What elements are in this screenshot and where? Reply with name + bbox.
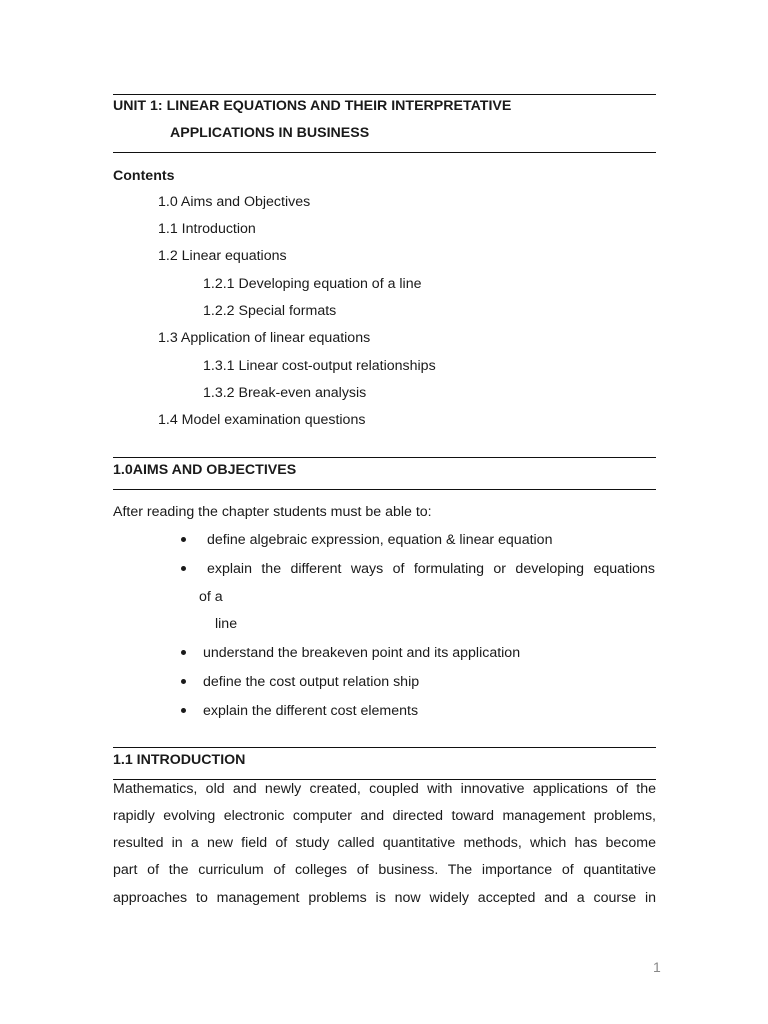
bullet-icon	[181, 566, 186, 571]
contents-item: 1.2 Linear equations	[158, 248, 287, 264]
aims-top-rule	[113, 457, 656, 458]
page-number: 1	[653, 959, 661, 975]
aims-bullet: explain the different ways of formulating or developing equations	[207, 561, 655, 577]
intro-paragraph-line: rapidly evolving electronic computer and directed toward management problems,	[113, 808, 656, 824]
intro-paragraph-line: approaches to management problems is now widely accepted and a course in	[113, 890, 656, 906]
intro-paragraph-line: part of the curriculum of colleges of business. The importance of quantitative	[113, 862, 656, 878]
unit-title-line-2: APPLICATIONS IN BUSINESS	[170, 125, 370, 141]
contents-item: 1.3 Application of linear equations	[158, 330, 371, 346]
unit-title-line-1: UNIT 1: LINEAR EQUATIONS AND THEIR INTERPRETATIVE	[113, 98, 512, 114]
aims-bullet: define the cost output relation ship	[203, 674, 420, 690]
intro-heading: 1.1 INTRODUCTION	[113, 752, 246, 768]
bullet-icon	[181, 537, 186, 542]
bullet-icon	[181, 708, 186, 713]
bullet-icon	[181, 650, 186, 655]
contents-subitem: 1.3.1 Linear cost-output relationships	[203, 358, 436, 374]
contents-subitem: 1.2.2 Special formats	[203, 303, 337, 319]
header-bottom-rule	[113, 152, 656, 153]
header-top-rule	[113, 94, 656, 95]
contents-subitem: 1.3.2 Break-even analysis	[203, 385, 367, 401]
aims-bullet: define algebraic expression, equation & linear equation	[207, 532, 553, 548]
aims-bullet: explain the different cost elements	[203, 703, 419, 719]
contents-subitem: 1.2.1 Developing equation of a line	[203, 276, 422, 292]
bullet-icon	[181, 679, 186, 684]
aims-bullet-continuation: line	[215, 616, 238, 632]
contents-heading: Contents	[113, 168, 175, 184]
intro-top-rule	[113, 747, 656, 748]
intro-paragraph-line: Mathematics, old and newly created, coupled with innovative applications of the	[113, 781, 656, 797]
aims-bullet: understand the breakeven point and its application	[203, 645, 521, 661]
contents-item: 1.1 Introduction	[158, 221, 256, 237]
aims-bottom-rule	[113, 489, 656, 490]
contents-item: 1.0 Aims and Objectives	[158, 194, 311, 210]
contents-item: 1.4 Model examination questions	[158, 412, 366, 428]
aims-heading: 1.0AIMS AND OBJECTIVES	[113, 462, 297, 478]
aims-bullet-continuation: of a	[199, 589, 223, 605]
aims-intro: After reading the chapter students must be able to:	[113, 504, 432, 520]
intro-paragraph-line: resulted in a new field of study called quantitative methods, which has become	[113, 835, 656, 851]
